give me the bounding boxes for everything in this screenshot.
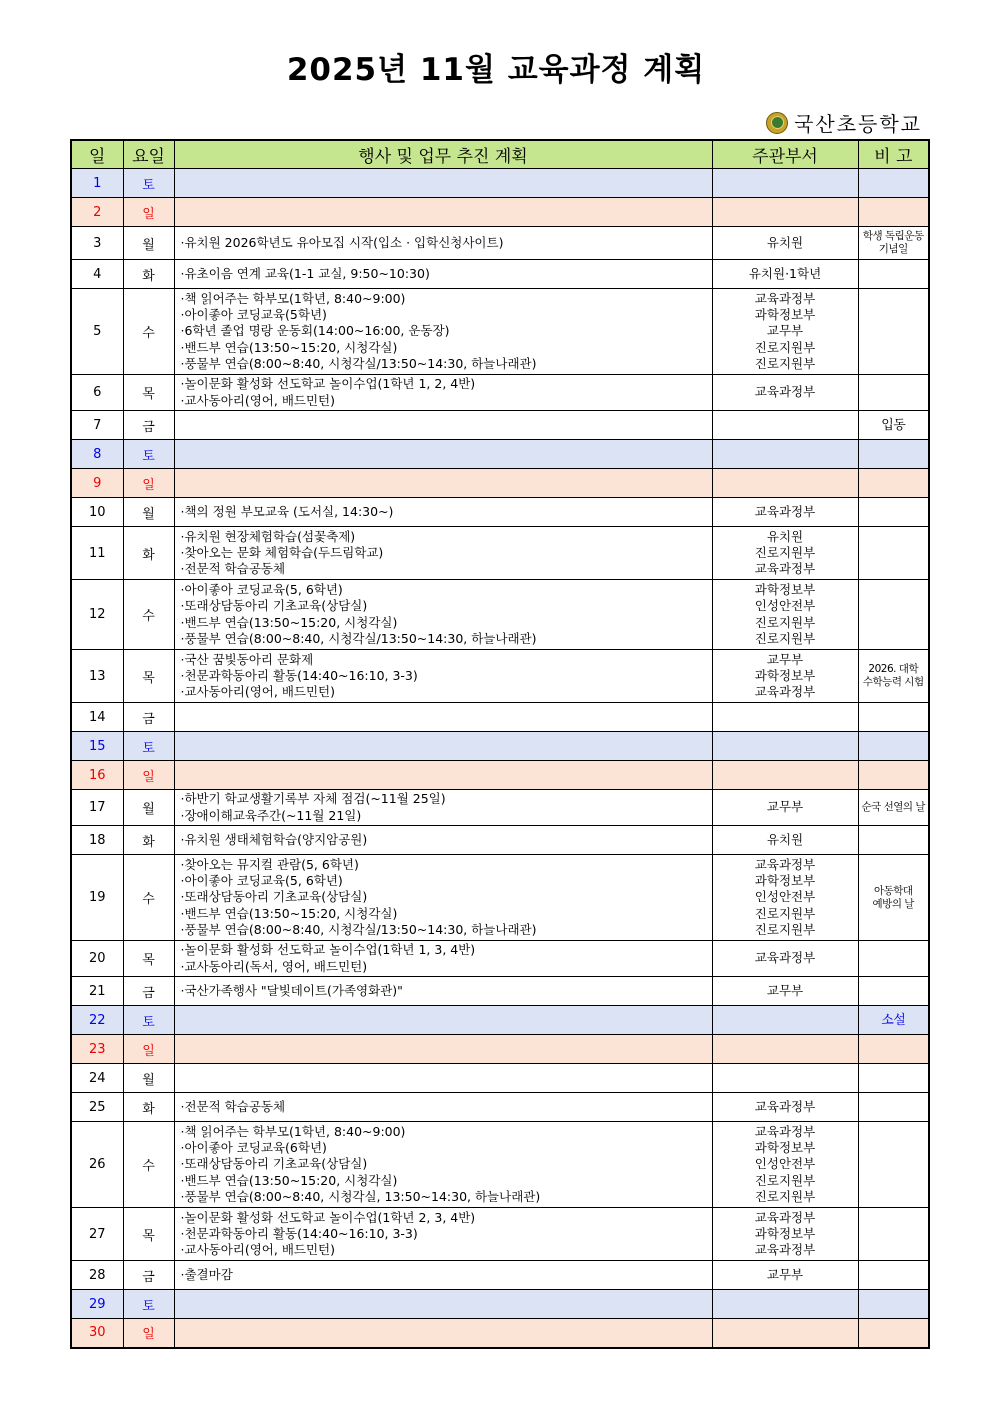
- day-cell: 17: [71, 790, 123, 826]
- table-row: [71, 169, 929, 198]
- dept-line: 유치원: [766, 528, 804, 544]
- event-line: ·아이좋아 코딩교육(6학년): [180, 1140, 327, 1156]
- dept-line: 교육과정부: [754, 503, 816, 519]
- event-line: ·또래상담동아리 기초교육(상담실): [180, 889, 368, 905]
- dept-line: 진로지원부: [754, 339, 816, 355]
- note-cell: [858, 227, 929, 260]
- note-cell: [858, 440, 929, 469]
- weekday-cell: 월: [123, 227, 174, 260]
- header-note: 비 고: [858, 140, 929, 169]
- dept-line: 교육과정부: [754, 684, 816, 700]
- event-line: ·또래상담동아리 기초교육(상담실): [180, 1156, 368, 1172]
- school-seal-icon: [766, 112, 788, 134]
- weekday-cell: 화: [123, 260, 174, 289]
- dept-line: 과학정보부: [754, 307, 816, 323]
- event-line: ·아이좋아 코딩교육(5, 6학년): [180, 581, 343, 597]
- note-cell: [858, 1035, 929, 1064]
- dept-line: 교무부: [766, 799, 804, 815]
- dept-cell: [712, 1208, 858, 1261]
- note-cell: [858, 1319, 929, 1348]
- dept-line: 진로지원부: [754, 1188, 816, 1204]
- dept-cell: [712, 411, 858, 440]
- events-cell: [174, 498, 712, 527]
- day-cell: 16: [71, 761, 123, 790]
- dept-cell: [712, 469, 858, 498]
- event-line: ·교사동아리(독서, 영어, 배드민턴): [180, 958, 368, 974]
- day-cell: 7: [71, 411, 123, 440]
- event-line: ·교사동아리(영어, 배드민턴): [180, 1242, 335, 1258]
- dept-line: 과학정보부: [754, 667, 816, 683]
- events-cell: [174, 941, 712, 977]
- event-line: ·밴드부 연습(13:50~15:20, 시청각실): [180, 1172, 398, 1188]
- event-line: ·아이좋아 코딩교육(5학년): [180, 307, 327, 323]
- dept-line: 유치원: [766, 831, 804, 847]
- events-cell: [174, 1319, 712, 1348]
- table-row: [71, 1064, 929, 1093]
- table-header-row: [71, 140, 929, 169]
- day-cell: 26: [71, 1122, 123, 1208]
- weekday-cell: 화: [123, 826, 174, 855]
- events-cell: [174, 790, 712, 826]
- event-line: ·풍물부 연습(8:00~8:40, 시청각실/13:50~14:30, 하늘나래관): [180, 355, 537, 371]
- weekday-cell: 금: [123, 1261, 174, 1290]
- weekday-cell: 월: [123, 498, 174, 527]
- events-cell: [174, 1006, 712, 1035]
- note-cell: [858, 580, 929, 650]
- note-cell: [858, 650, 929, 703]
- weekday-cell: 수: [123, 289, 174, 375]
- note-cell: [858, 1064, 929, 1093]
- events-cell: [174, 198, 712, 227]
- table-row: [71, 941, 929, 977]
- note-cell: [858, 703, 929, 732]
- table-row: [71, 1319, 929, 1348]
- dept-cell: [712, 941, 858, 977]
- table-row: [71, 260, 929, 289]
- dept-line: 과학정보부: [754, 1140, 816, 1156]
- dept-cell: [712, 650, 858, 703]
- weekday-cell: 일: [123, 1319, 174, 1348]
- header-dept: 주관부서: [712, 140, 858, 169]
- events-cell: [174, 469, 712, 498]
- event-line: ·전문적 학습공동체: [180, 1098, 286, 1114]
- dept-line: 교무부: [766, 651, 804, 667]
- day-cell: 3: [71, 227, 123, 260]
- day-cell: 19: [71, 855, 123, 941]
- note-cell: [858, 169, 929, 198]
- weekday-cell: 토: [123, 440, 174, 469]
- note-line: 소설: [881, 1012, 906, 1028]
- dept-line: 진로지원부: [754, 905, 816, 921]
- event-line: ·책 읽어주는 학부모(1학년, 8:40~9:00): [180, 1123, 406, 1139]
- table-row: [71, 1006, 929, 1035]
- note-cell: [858, 855, 929, 941]
- weekday-cell: 월: [123, 1064, 174, 1093]
- dept-cell: [712, 1290, 858, 1319]
- event-line: ·놀이문화 활성화 선도학교 놀이수업(1학년 1, 2, 4반): [180, 376, 476, 392]
- day-cell: 4: [71, 260, 123, 289]
- dept-line: 진로지원부: [754, 921, 816, 937]
- note-cell: [858, 941, 929, 977]
- weekday-cell: 수: [123, 1122, 174, 1208]
- day-cell: 14: [71, 703, 123, 732]
- table-row: [71, 580, 929, 650]
- table-row: [71, 527, 929, 580]
- dept-cell: [712, 761, 858, 790]
- note-cell: [858, 469, 929, 498]
- table-row: [71, 977, 929, 1006]
- events-cell: [174, 1261, 712, 1290]
- dept-line: 교무부: [766, 982, 804, 998]
- events-cell: [174, 650, 712, 703]
- day-cell: 10: [71, 498, 123, 527]
- event-line: ·찾아오는 뮤지컬 관람(5, 6학년): [180, 856, 359, 872]
- dept-cell: [712, 1064, 858, 1093]
- day-cell: 9: [71, 469, 123, 498]
- dept-cell: [712, 375, 858, 411]
- event-line: ·천문과학동아리 활동(14:40~16:10, 3-3): [180, 1225, 418, 1241]
- table-row: [71, 498, 929, 527]
- weekday-cell: 화: [123, 1093, 174, 1122]
- table-row: [71, 1208, 929, 1261]
- weekday-cell: 목: [123, 1208, 174, 1261]
- note-cell: [858, 411, 929, 440]
- day-cell: 23: [71, 1035, 123, 1064]
- table-row: [71, 1290, 929, 1319]
- event-line: ·밴드부 연습(13:50~15:20, 시청각실): [180, 905, 398, 921]
- dept-line: 교육과정부: [754, 950, 816, 966]
- note-line: 수학능력 시험: [862, 676, 924, 688]
- dept-line: 교육과정부: [754, 1242, 816, 1258]
- events-cell: [174, 732, 712, 761]
- note-line: 예방의 날: [872, 897, 914, 910]
- note-cell: [858, 1208, 929, 1261]
- events-cell: [174, 580, 712, 650]
- dept-line: 교육과정부: [754, 290, 816, 306]
- day-cell: 5: [71, 289, 123, 375]
- table-row: [71, 790, 929, 826]
- dept-line: 교육과정부: [754, 1098, 816, 1114]
- dept-line: 인성안전부: [754, 889, 816, 905]
- weekday-cell: 수: [123, 580, 174, 650]
- event-line: ·교사동아리(영어, 배드민턴): [180, 684, 335, 700]
- dept-cell: [712, 498, 858, 527]
- event-line: ·유초이음 연계 교육(1-1 교실, 9:50~10:30): [180, 265, 430, 281]
- schedule-table: [70, 139, 930, 1349]
- events-cell: [174, 1290, 712, 1319]
- event-line: ·전문적 학습공동체: [180, 561, 286, 577]
- dept-cell: [712, 227, 858, 260]
- school-name: 국산초등학교: [794, 112, 922, 136]
- dept-cell: [712, 855, 858, 941]
- dept-cell: [712, 440, 858, 469]
- dept-cell: [712, 260, 858, 289]
- dept-line: 유치원·1학년: [748, 265, 822, 281]
- note-line: 입동: [881, 417, 906, 433]
- note-line: 학생 독립운동: [862, 230, 924, 242]
- day-cell: 24: [71, 1064, 123, 1093]
- dept-line: 진로지원부: [754, 630, 816, 646]
- table-row: [71, 375, 929, 411]
- weekday-cell: 목: [123, 375, 174, 411]
- dept-cell: [712, 1122, 858, 1208]
- dept-cell: [712, 732, 858, 761]
- day-cell: 6: [71, 375, 123, 411]
- event-line: ·장애이해교육주간(~11월 21일): [180, 807, 362, 823]
- event-line: ·유치원 생태체험학습(양지암공원): [180, 831, 368, 847]
- weekday-cell: 목: [123, 941, 174, 977]
- dept-cell: [712, 580, 858, 650]
- note-line: 순국 선열의 날: [861, 801, 926, 813]
- note-cell: [858, 1122, 929, 1208]
- events-cell: [174, 977, 712, 1006]
- event-line: ·밴드부 연습(13:50~15:20, 시청각실): [180, 614, 398, 630]
- events-cell: [174, 1093, 712, 1122]
- dept-cell: [712, 198, 858, 227]
- weekday-cell: 수: [123, 855, 174, 941]
- note-cell: [858, 826, 929, 855]
- day-cell: 27: [71, 1208, 123, 1261]
- note-cell: [858, 260, 929, 289]
- note-cell: [858, 790, 929, 826]
- dept-cell: [712, 977, 858, 1006]
- events-cell: [174, 375, 712, 411]
- event-line: ·풍물부 연습(8:00~8:40, 시청각실/13:50~14:30, 하늘나래관): [180, 630, 537, 646]
- event-line: ·천문과학동아리 활동(14:40~16:10, 3-3): [180, 667, 418, 683]
- events-cell: [174, 1208, 712, 1261]
- dept-line: 과학정보부: [754, 1225, 816, 1241]
- events-cell: [174, 1064, 712, 1093]
- note-cell: [858, 289, 929, 375]
- weekday-cell: 금: [123, 411, 174, 440]
- event-line: ·또래상담동아리 기초교육(상담실): [180, 598, 368, 614]
- school-name-block: [766, 108, 922, 137]
- day-cell: 15: [71, 732, 123, 761]
- events-cell: [174, 527, 712, 580]
- note-cell: [858, 1290, 929, 1319]
- note-cell: [858, 1006, 929, 1035]
- event-line: ·책의 정원 부모교육 (도서실, 14:30~): [180, 503, 394, 519]
- page-title: 2025년 11월 교육과정 계획: [286, 52, 706, 88]
- event-line: ·교사동아리(영어, 배드민턴): [180, 392, 335, 408]
- table-row: [71, 703, 929, 732]
- events-cell: [174, 227, 712, 260]
- dept-line: 교육과정부: [754, 1209, 816, 1225]
- event-line: ·풍물부 연습(8:00~8:40, 시청각실/13:50~14:30, 하늘나래관): [180, 921, 537, 937]
- event-line: ·유치원 현장체험학습(섬꽃축제): [180, 528, 356, 544]
- weekday-cell: 화: [123, 527, 174, 580]
- table-row: [71, 289, 929, 375]
- dept-cell: [712, 1319, 858, 1348]
- day-cell: 11: [71, 527, 123, 580]
- dept-cell: [712, 826, 858, 855]
- dept-cell: [712, 289, 858, 375]
- events-cell: [174, 260, 712, 289]
- table-row: [71, 826, 929, 855]
- table-row: [71, 1035, 929, 1064]
- weekday-cell: 금: [123, 977, 174, 1006]
- dept-line: 인성안전부: [754, 1156, 816, 1172]
- table-row: [71, 1093, 929, 1122]
- header-events: 행사 및 업무 추진 계획: [174, 140, 712, 169]
- weekday-cell: 토: [123, 1290, 174, 1319]
- dept-cell: [712, 1035, 858, 1064]
- day-cell: 13: [71, 650, 123, 703]
- event-line: ·책 읽어주는 학부모(1학년, 8:40~9:00): [180, 290, 406, 306]
- weekday-cell: 토: [123, 732, 174, 761]
- weekday-cell: 월: [123, 790, 174, 826]
- event-line: ·밴드부 연습(13:50~15:20, 시청각실): [180, 339, 398, 355]
- weekday-cell: 토: [123, 1006, 174, 1035]
- table-row: [71, 1122, 929, 1208]
- table-row: [71, 440, 929, 469]
- note-line: 기념일: [878, 243, 908, 255]
- day-cell: 30: [71, 1319, 123, 1348]
- dept-line: 진로지원부: [754, 355, 816, 371]
- events-cell: [174, 1122, 712, 1208]
- event-line: ·찾아오는 문화 체험학습(두드림학교): [180, 544, 384, 560]
- table-row: [71, 198, 929, 227]
- dept-cell: [712, 790, 858, 826]
- table-row: [71, 411, 929, 440]
- table-row: [71, 761, 929, 790]
- events-cell: [174, 411, 712, 440]
- table-row: [71, 469, 929, 498]
- note-cell: [858, 375, 929, 411]
- day-cell: 18: [71, 826, 123, 855]
- weekday-cell: 일: [123, 761, 174, 790]
- day-cell: 12: [71, 580, 123, 650]
- dept-line: 인성안전부: [754, 598, 816, 614]
- weekday-cell: 일: [123, 198, 174, 227]
- weekday-cell: 목: [123, 650, 174, 703]
- table-row: [71, 1261, 929, 1290]
- dept-line: 과학정보부: [754, 581, 816, 597]
- day-cell: 8: [71, 440, 123, 469]
- events-cell: [174, 703, 712, 732]
- table-row: [71, 732, 929, 761]
- weekday-cell: 일: [123, 469, 174, 498]
- dept-line: 진로지원부: [754, 544, 816, 560]
- header-day: 일: [71, 140, 123, 169]
- dept-cell: [712, 1093, 858, 1122]
- day-cell: 2: [71, 198, 123, 227]
- day-cell: 1: [71, 169, 123, 198]
- day-cell: 28: [71, 1261, 123, 1290]
- event-line: ·국산가족행사 "달빛데이트(가족영화관)": [180, 982, 403, 998]
- note-cell: [858, 1093, 929, 1122]
- event-line: ·아이좋아 코딩교육(5, 6학년): [180, 873, 343, 889]
- events-cell: [174, 440, 712, 469]
- events-cell: [174, 169, 712, 198]
- event-line: ·출결마감: [180, 1266, 233, 1282]
- dept-line: 교무부: [766, 1266, 804, 1282]
- note-cell: [858, 198, 929, 227]
- day-cell: 25: [71, 1093, 123, 1122]
- event-line: ·하반기 학교생활기록부 자체 점검(~11월 25일): [180, 791, 446, 807]
- dept-line: 과학정보부: [754, 873, 816, 889]
- dept-line: 유치원: [766, 234, 804, 250]
- events-cell: [174, 289, 712, 375]
- event-line: ·놀이문화 활성화 선도학교 놀이수업(1학년 1, 3, 4반): [180, 942, 476, 958]
- day-cell: 21: [71, 977, 123, 1006]
- events-cell: [174, 1035, 712, 1064]
- day-cell: 22: [71, 1006, 123, 1035]
- dept-line: 교육과정부: [754, 856, 816, 872]
- note-cell: [858, 761, 929, 790]
- dept-cell: [712, 527, 858, 580]
- weekday-cell: 일: [123, 1035, 174, 1064]
- dept-line: 진로지원부: [754, 614, 816, 630]
- dept-cell: [712, 1006, 858, 1035]
- dept-cell: [712, 1261, 858, 1290]
- event-line: ·놀이문화 활성화 선도학교 놀이수업(1학년 2, 3, 4반): [180, 1209, 476, 1225]
- note-cell: [858, 1261, 929, 1290]
- note-cell: [858, 732, 929, 761]
- day-cell: 20: [71, 941, 123, 977]
- dept-line: 교육과정부: [754, 384, 816, 400]
- events-cell: [174, 826, 712, 855]
- table-row: [71, 855, 929, 941]
- table-row: [71, 227, 929, 260]
- dept-line: 진로지원부: [754, 1172, 816, 1188]
- table-row: [71, 650, 929, 703]
- weekday-cell: 금: [123, 703, 174, 732]
- event-line: ·국산 꿈빛동아리 문화제: [180, 651, 314, 667]
- events-cell: [174, 855, 712, 941]
- dept-line: 교무부: [766, 323, 804, 339]
- events-cell: [174, 761, 712, 790]
- note-line: 2026. 대학: [868, 663, 919, 675]
- dept-cell: [712, 703, 858, 732]
- dept-line: 교육과정부: [754, 1123, 816, 1139]
- dept-line: 교육과정부: [754, 561, 816, 577]
- event-line: ·풍물부 연습(8:00~8:40, 시청각실, 13:50~14:30, 하늘나래관): [180, 1188, 541, 1204]
- note-cell: [858, 977, 929, 1006]
- dept-cell: [712, 169, 858, 198]
- note-cell: [858, 498, 929, 527]
- event-line: ·6학년 졸업 명랑 운동회(14:00~16:00, 운동장): [180, 323, 450, 339]
- note-line: 아동학대: [873, 884, 913, 897]
- event-line: ·유치원 2026학년도 유아모집 시작(입소 · 입학신청사이트): [180, 234, 504, 250]
- weekday-cell: 토: [123, 169, 174, 198]
- note-cell: [858, 527, 929, 580]
- header-weekday: 요일: [123, 140, 174, 169]
- day-cell: 29: [71, 1290, 123, 1319]
